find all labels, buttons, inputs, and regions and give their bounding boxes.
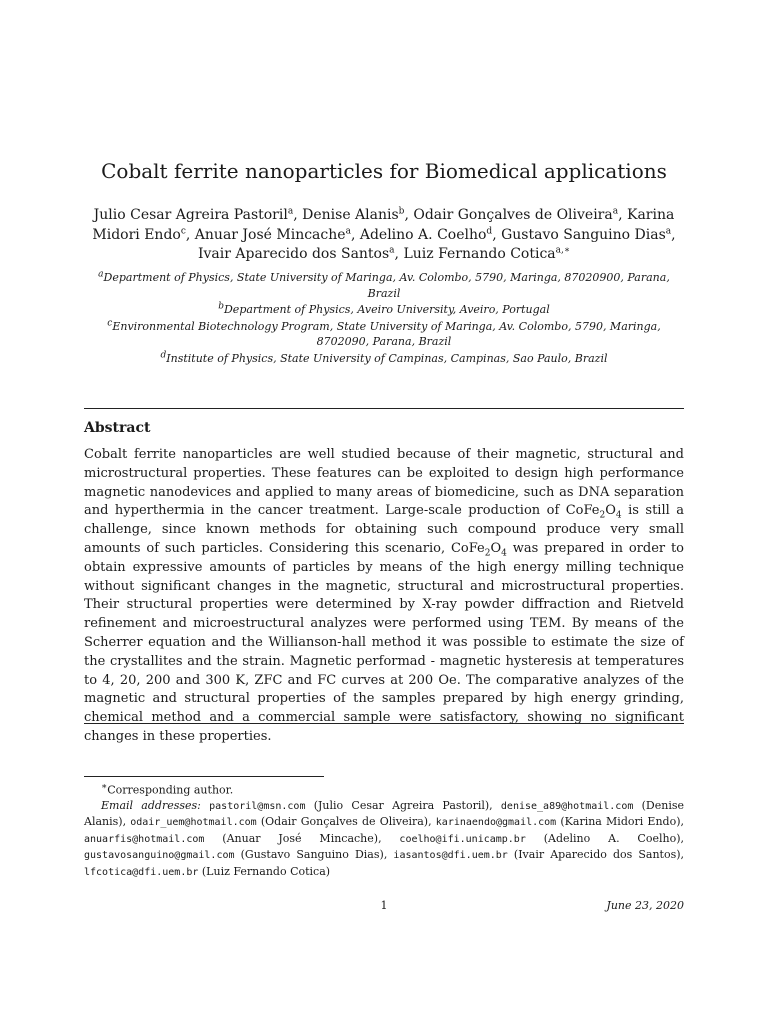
affiliation — [96, 319, 672, 350]
email-owner: (Ivair Aparecido dos Santos) — [513, 848, 681, 862]
author-separator: , — [618, 207, 627, 223]
author-name: Adelino A. Coelho — [359, 226, 487, 243]
affiliation-text: Department of Physics, Aveiro University, Aveiro, Portugal — [223, 303, 550, 316]
author-affiliation-mark: a — [389, 245, 395, 256]
abstract-subscript: 2 — [484, 548, 491, 559]
affiliation-text: Institute of Physics, State University of Campinas, Campinas, Sao Paulo, Brazil — [166, 351, 608, 365]
author-name: Denise Alanis — [302, 207, 399, 223]
author-name: Ivair Aparecido dos Santos — [197, 246, 390, 262]
affiliation-text: Department of Physics, State University of Maringa, Av. Colombo, 5790, Maringa, 87020900, Parana, Brazil — [103, 271, 670, 300]
page-number: 1 — [380, 899, 388, 912]
corresponding-label: Corresponding author. — [107, 783, 234, 797]
paper-title: Cobalt ferrite nanoparticles for Biomedical applications — [101, 159, 667, 183]
footnotes — [84, 779, 684, 880]
abstract-text: Cobalt ferrite nanoparticles are well studied because of their magnetic, structural and microstructural properties. These features can be exploited to design high performance magnetic nanodevices and applied to many areas of biomedicine, such as DNA separation and hyperthermia in the cancer treatment. Large-scale production of CoFe — [84, 447, 684, 519]
author-affiliation-mark: a — [612, 206, 619, 217]
abstract-bottom-rule — [84, 723, 684, 724]
author-separator: , — [492, 226, 502, 243]
abstract-subscript: 4 — [615, 510, 622, 521]
author-affiliation-mark: a,∗ — [555, 245, 570, 256]
email-owner: (Anuar José Mincache) — [222, 831, 379, 845]
footnote-mark: ∗ — [101, 781, 108, 792]
email-owner: (Adelino A. Coelho) — [543, 831, 681, 845]
email-address: karinaendo@gmail.com — [435, 817, 557, 829]
email-address: gustavosanguino@gmail.com — [84, 850, 235, 862]
abstract-text: O — [490, 540, 502, 556]
abstract-text: O — [605, 503, 616, 519]
email-owner: (Odair Gonçalves de Oliveira) — [260, 815, 429, 829]
email-address: lfcotica@dfi.uem.br — [84, 866, 199, 878]
abstract-text: is still a challenge, since known methods for obtaining such compound produce very small amounts of such particles. Considering this scenario, CoFe — [84, 503, 684, 556]
author-name: Julio Cesar Agreira Pastoril — [93, 207, 288, 223]
abstract-top-rule — [84, 408, 684, 409]
author-list — [80, 206, 688, 265]
affiliation-mark: d — [160, 349, 167, 360]
corresponding-footnote — [84, 779, 684, 798]
affiliation — [96, 302, 672, 318]
author-separator: , — [394, 246, 404, 262]
author-name: Karina Midori Endo — [92, 207, 675, 243]
author-separator: , — [404, 207, 414, 223]
email-address: odair_uem@hotmail.com — [130, 817, 257, 829]
email-owner: (Karina Midori Endo) — [560, 815, 681, 829]
email-address: denise_a89@hotmail.com — [500, 801, 634, 813]
page-date: June 23, 2020 — [606, 899, 684, 912]
author-separator: , — [185, 226, 195, 243]
email-label: Email addresses: — [101, 799, 201, 813]
affiliation-mark: b — [218, 301, 224, 312]
email-owner: (Julio Cesar Agreira Pastoril) — [313, 799, 490, 813]
abstract-subscript: 2 — [599, 510, 606, 521]
email-footnote: Email addresses: pastoril@msn.com (Julio Cesar Agreira Pastoril), denise_a89@hotmail.com (Denise Alanis), odair_uem@hotmail.com (Odair Gonçalves de Oliveira), karinaendo@gmail.com (Karina Midori Endo), anuarfis@hotmail.com (Anuar José Mincache), coelho@ifi.unicamp.br (Adelino A. Coelho), gustavosanguino@gmail.com (Gustavo Sanguino Dias), iasantos@dfi.uem.br (Ivair Aparecido dos Santos), lfcotica@dfi.uem.br (Luiz Fernando Cotica) — [84, 799, 685, 878]
affiliation-mark: c — [107, 317, 113, 328]
author-name: Odair Gonçalves de Oliveira — [413, 207, 613, 223]
author-separator: , — [671, 226, 676, 243]
email-owner: (Gustavo Sanguino Dias) — [240, 848, 384, 862]
abstract-heading: Abstract — [84, 420, 151, 436]
author-separator: , — [350, 226, 360, 243]
author-affiliation-mark: d — [486, 225, 493, 236]
email-address: pastoril@msn.com — [209, 801, 306, 813]
affiliation — [96, 351, 672, 367]
affiliation-list — [96, 270, 672, 367]
author-affiliation-mark: c — [180, 225, 186, 236]
abstract-text: was prepared in order to obtain expressive amounts of particles by means of the high energy milling technique without significant changes in the magnetic, structural and microstructural properties. Their structural properties were determined by X-ray powder diffraction and Rietveld refinement and microestructural analyzes were performed using TEM. By means of the Scherrer equation and the Willianson-hall method it was possible to estimate the size of the crystallites and the strain. Magnetic performad - magnetic hysteresis at temperatures to 4, 20, 200 and 300 K, ZFC and FC curves at 200 Oe. The comparative analyzes of the magnetic and structural properties of the samples prepared by high energy grinding, chemical method and a commercial sample were satisfactory, showing no significant changes in these properties. — [84, 540, 684, 744]
email-address: coelho@ifi.unicamp.br — [399, 833, 526, 845]
email-owner: (Luiz Fernando Cotica) — [201, 864, 331, 878]
author-affiliation-mark: a — [287, 206, 294, 217]
author-affiliation-mark: a — [345, 225, 351, 236]
email-address: iasantos@dfi.uem.br — [393, 850, 508, 862]
footnote-rule — [84, 776, 324, 777]
author-affiliation-mark: b — [398, 206, 405, 217]
author-name: Luiz Fernando Cotica — [403, 246, 556, 262]
affiliation — [96, 270, 672, 301]
abstract-subscript: 4 — [501, 548, 507, 559]
email-address: anuarfis@hotmail.com — [84, 833, 205, 845]
author-name: Gustavo Sanguino Dias — [501, 226, 666, 243]
affiliation-mark: a — [98, 269, 104, 280]
author-separator: , — [293, 207, 303, 223]
affiliation-text: Environmental Biotechnology Program, State University of Maringa, Av. Colombo, 5790, Maringa, 8702090, Parana, Brazil — [112, 319, 661, 348]
email-owner: (Denise Alanis) — [84, 799, 685, 829]
author-name: Anuar José Mincache — [194, 226, 346, 243]
author-affiliation-mark: a — [665, 225, 672, 236]
abstract-body — [84, 446, 684, 747]
